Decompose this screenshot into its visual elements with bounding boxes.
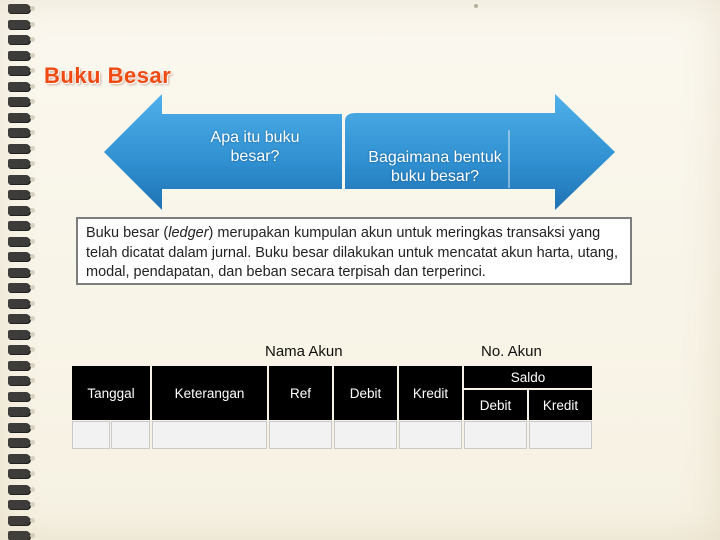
table-cell: [111, 421, 150, 449]
table-cell: [464, 421, 527, 449]
header-keterangan: Keterangan: [152, 366, 267, 420]
header-kredit: Kredit: [399, 366, 462, 420]
table-cell: [529, 421, 592, 449]
header-saldo: Saldo: [464, 366, 592, 388]
table-cell: [269, 421, 332, 449]
header-saldo-kredit: Kredit: [529, 390, 592, 420]
account-number-label: No. Akun: [481, 343, 542, 360]
definition-text-end: ) merupakan kumpulan akun untuk meringkas transaksi yang telah dicatat dalam jurnal. Buku besar dilakukan untuk mencatat akun harta, utang, modal, pendapatan, dan beban secara terpisah dan terperinci.: [86, 225, 618, 280]
definition-text-start: Buku besar (: [86, 225, 169, 241]
header-tanggal: Tanggal: [72, 366, 150, 420]
table-cell: [334, 421, 397, 449]
left-arrow-label: Apa itu buku besar?: [210, 129, 300, 165]
table-cell: [72, 421, 110, 449]
header-debit: Debit: [334, 366, 397, 420]
account-name-label: Nama Akun: [265, 343, 343, 360]
page-title: Buku Besar: [44, 63, 172, 88]
header-saldo-debit: Debit: [464, 390, 527, 420]
header-ref: Ref: [269, 366, 332, 420]
table-cell: [152, 421, 267, 449]
definition-box: [76, 217, 632, 285]
table-cell: [399, 421, 462, 449]
right-arrow-label: Bagaimana bentuk buku besar?: [368, 149, 502, 185]
definition-italic-term: ledger: [168, 225, 209, 241]
